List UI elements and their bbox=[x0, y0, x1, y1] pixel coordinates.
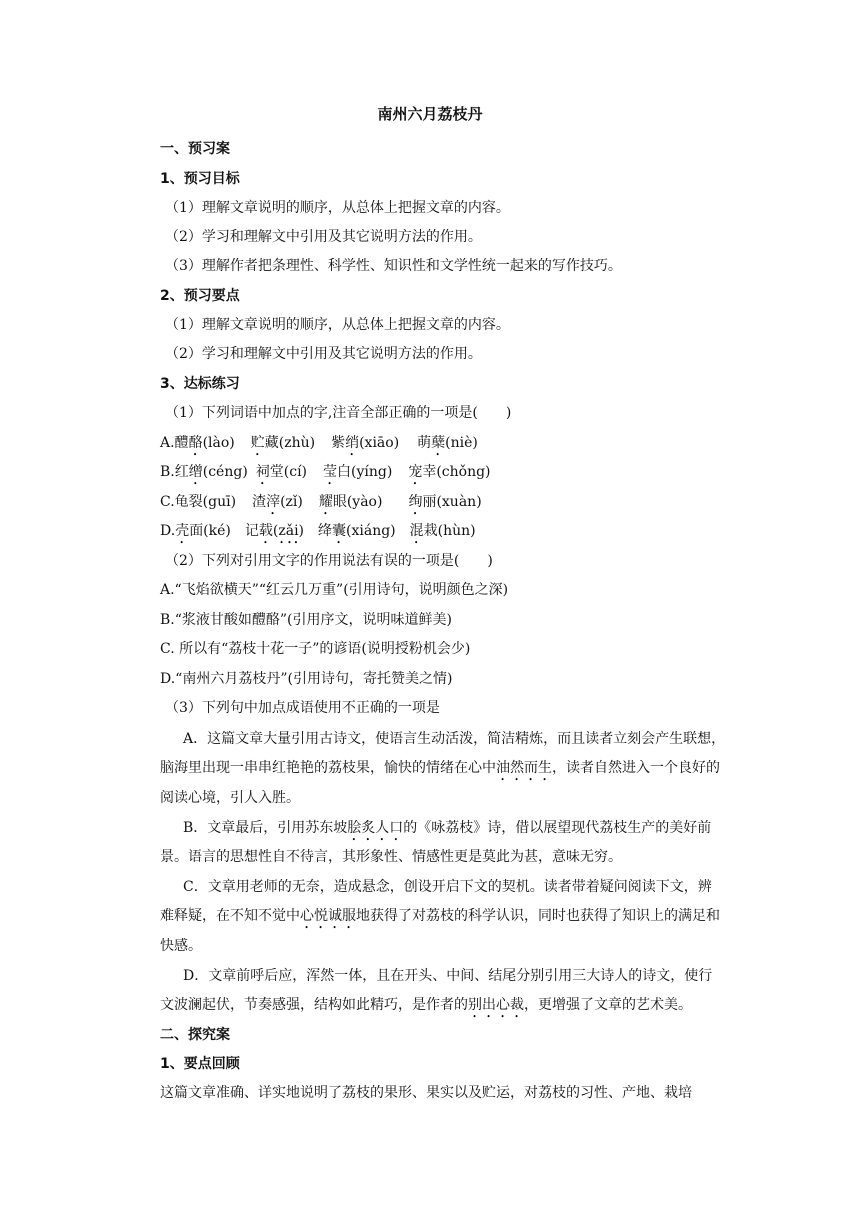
goal-item: （2）学习和理解文中引用及其它说明方法的作用。 bbox=[165, 229, 482, 245]
opt-text: 白(yíng) bbox=[337, 464, 393, 480]
q3-option-c-line3: 快感。 bbox=[160, 938, 202, 954]
subsection-exercises: 3、达标练习 bbox=[160, 376, 240, 392]
q1-option-a bbox=[160, 433, 478, 459]
dotted-char: 贮 bbox=[250, 435, 265, 451]
q3-option-b-line2: 景。语言的思想性自不待言，其形象性、情感性更是莫此为甚，意味无穷。 bbox=[160, 849, 622, 865]
q2-option-a: A.“飞焰欲横天”“红云几万重”(引用诗句，说明颜色之深) bbox=[160, 582, 509, 598]
opt-text: 文波澜起伏，节奏感强，结构如此精巧，是作者的 bbox=[160, 997, 468, 1013]
dotted-char: 蘖 bbox=[431, 435, 446, 451]
q3-option-a-line3: 阅读心境，引人入胜。 bbox=[160, 790, 300, 806]
opt-text: B．文章最后，引用苏东坡 bbox=[183, 820, 348, 836]
q3-option-c-line2 bbox=[160, 906, 720, 932]
dotted-char: 绚 bbox=[408, 494, 423, 510]
q2-option-d: D.“南州六月荔枝丹”(引用诗句，寄托赞美之情) bbox=[160, 671, 453, 687]
opt-text: 裂(guī) bbox=[188, 494, 237, 510]
opt-text: 萌 bbox=[417, 435, 432, 451]
subsection-points: 2、预习要点 bbox=[160, 288, 240, 304]
dotted-char: 壳 bbox=[175, 523, 190, 539]
dotted-idiom: 心悦诚服 bbox=[300, 908, 356, 924]
q3-option-d-line1: D．文章前呼后应，浑然一体，且在开头、中间、结尾分别引用三大诗人的诗文，使行 bbox=[183, 968, 713, 984]
dotted-char: 滓 bbox=[266, 494, 281, 510]
opt-text: 丽(xuàn) bbox=[422, 494, 482, 510]
opt-text: 难释疑，在不知不觉中 bbox=[160, 908, 300, 924]
opt-text: 紫 bbox=[331, 435, 346, 451]
opt-text: 记 bbox=[244, 523, 259, 539]
doc-title: 南州六月荔枝丹 bbox=[377, 105, 483, 123]
q3-option-b-line1 bbox=[183, 818, 711, 844]
q2-option-b: B.“浆液甘酸如醴酪”(引用序文，说明味道鲜美) bbox=[160, 612, 452, 628]
opt-text: (lào) bbox=[202, 435, 235, 451]
question-1-stem: （1）下列词语中加点的字,注音全部正确的一项是( ) bbox=[165, 405, 512, 421]
opt-text: (xiāo) bbox=[359, 435, 400, 451]
opt-text: 幸(chǒng) bbox=[422, 464, 491, 480]
opt-text: 眼(yào) bbox=[332, 494, 383, 510]
dotted-char: 祠 bbox=[255, 464, 270, 480]
q3-option-a-line2 bbox=[160, 758, 720, 784]
opt-text: D. bbox=[160, 523, 176, 539]
goal-item: （3）理解作者把条理性、科学性、知识性和文学性统一起来的写作技巧。 bbox=[165, 258, 622, 274]
opt-text: 面(ké) bbox=[189, 523, 231, 539]
opt-text: (niè) bbox=[445, 435, 478, 451]
q1-option-d bbox=[160, 521, 476, 547]
dotted-char: 耀 bbox=[318, 494, 333, 510]
opt-text: 脑海里出现一串串红艳艳的荔枝果，愉快的情绪在心中 bbox=[160, 760, 496, 776]
section-explore: 二、探究案 bbox=[160, 1027, 230, 1043]
opt-text: C.龟 bbox=[160, 494, 189, 510]
question-3-stem: （3）下列句中加点成语使用不正确的一项是 bbox=[165, 700, 440, 716]
q3-option-a-line1: A．这篇文章大量引用古诗文，使语言生动活泼，简洁精炼，而且读者立刻会产生联想， bbox=[183, 731, 726, 747]
opt-text: 藏(zhù) bbox=[264, 435, 316, 451]
q1-option-c bbox=[160, 492, 482, 518]
opt-text: (céng) bbox=[202, 464, 248, 480]
q2-option-c: C. 所以有“荔枝十花一子”的谚语(说明授粉机会少) bbox=[160, 641, 471, 657]
dotted-char: 宠 bbox=[408, 464, 423, 480]
point-item: （2）学习和理解文中引用及其它说明方法的作用。 bbox=[165, 346, 482, 362]
section-preview: 一、预习案 bbox=[160, 141, 230, 157]
dotted-char: 囊 bbox=[332, 523, 347, 539]
q1-option-b bbox=[160, 462, 491, 488]
subsection-review: 1、要点回顾 bbox=[160, 1056, 240, 1072]
opt-text: A.醴 bbox=[160, 435, 189, 451]
question-2-stem: （2）下列对引用文字的作用说法有误的一项是( ) bbox=[165, 553, 493, 569]
goal-item: （1）理解文章说明的顺序，从总体上把握文章的内容。 bbox=[165, 200, 510, 216]
subsection-goals: 1、预习目标 bbox=[160, 171, 240, 187]
opt-text: 绛 bbox=[318, 523, 333, 539]
q3-option-c-line1: C．文章用老师的无奈，造成悬念，创设开启下文的契机。读者带着疑问阅读下文，辨 bbox=[183, 879, 712, 895]
opt-text: 堂(cí) bbox=[269, 464, 308, 480]
opt-text: 栽(hùn) bbox=[423, 523, 476, 539]
dotted-idiom: 油然而生 bbox=[496, 760, 552, 776]
q3-option-d-line2 bbox=[160, 995, 692, 1021]
dotted-char: 酪 bbox=[188, 435, 203, 451]
dotted-idiom: 脍炙人口 bbox=[347, 820, 404, 836]
opt-text: 的《咏荔枝》诗，借以展望现代荔枝生产的美好前 bbox=[403, 820, 712, 836]
opt-text: B.红 bbox=[160, 464, 189, 480]
dotted-idiom: 别出心裁 bbox=[468, 997, 524, 1013]
opt-text: 地获得了对荔枝的科学认识，同时也获得了知识上的满足和 bbox=[356, 908, 720, 924]
dotted-char: 载(zǎi) bbox=[258, 523, 305, 539]
dotted-char: 混 bbox=[409, 523, 424, 539]
dotted-char: 缯 bbox=[188, 464, 203, 480]
dotted-char: 莹 bbox=[323, 464, 338, 480]
opt-text: (zǐ) bbox=[280, 494, 303, 510]
opt-text: ，读者自然进入一个良好的 bbox=[552, 760, 720, 776]
review-text: 这篇文章准确、详实地说明了荔枝的果形、果实以及贮运，对荔枝的习性、产地、栽培 bbox=[160, 1085, 692, 1101]
dotted-char: 绡 bbox=[345, 435, 360, 451]
point-item: （1）理解文章说明的顺序，从总体上把握文章的内容。 bbox=[165, 317, 510, 333]
opt-text: (xiáng) bbox=[346, 523, 396, 539]
opt-text: 渣 bbox=[252, 494, 267, 510]
opt-text: ，更增强了文章的艺术美。 bbox=[524, 997, 692, 1013]
